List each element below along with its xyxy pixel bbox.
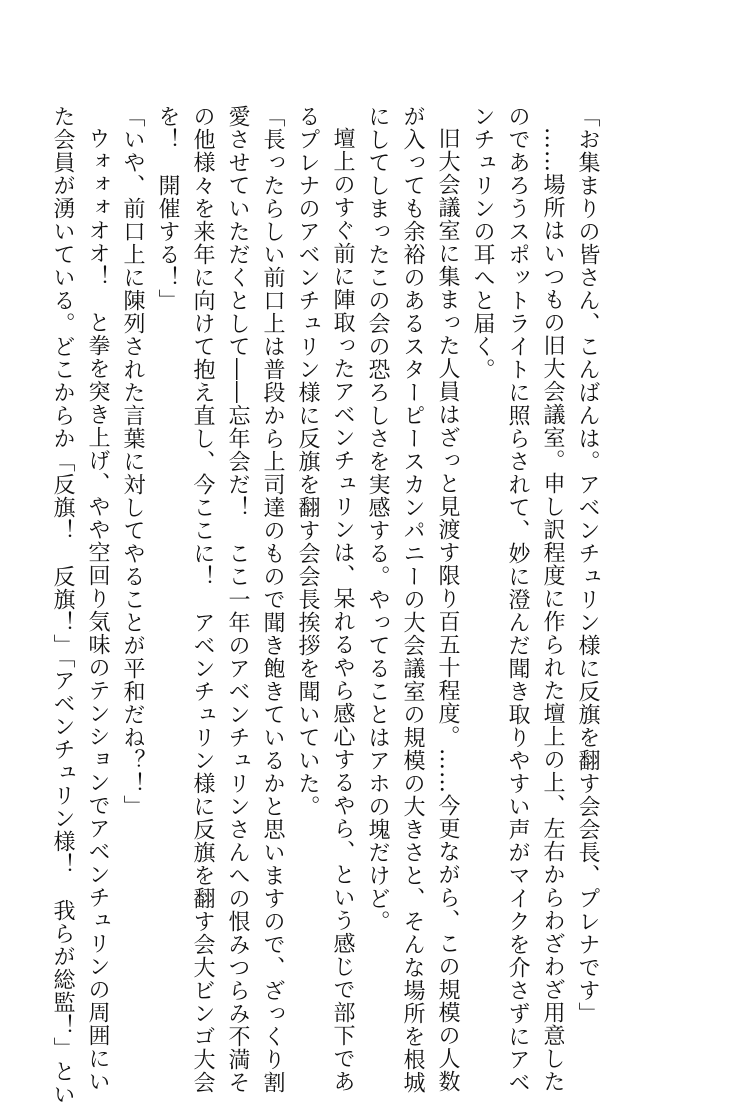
text-line: 「お集まりの皆さん、こんばんは。アベンチュリン様に反旗を翻す会会長、プレナです」 (575, 105, 600, 1025)
text-line: ……場所はいつもの旧大会議室。申し訳程度に作られた壇上の上、左右からわざわざ用意した (540, 127, 565, 1093)
text-line: た会員が湧いている。どこからか「反旗！ 反旗！」「アベンチュリン様！ 我らが総監！」とい (50, 105, 75, 1106)
text-line: 壇上のすぐ前に陣取ったアベンチュリンは、呆れるやら感心するやら、という感じで部下であ (330, 127, 355, 1093)
text-line: ウォォォオオ！ と拳を突き上げ、やや空回り気味のテンションでアベンチュリンの周囲にい (85, 127, 110, 1093)
text-line: 「長ったらしい前口上は普段から上司達のもので聞き飽きているかと思いますので、ざっくり割 (260, 105, 285, 1094)
text-line: 「いや、前口上に陳列された言葉に対してやることが平和だね？！」 (120, 105, 145, 818)
text-line: を！ 開催する！」 (155, 105, 180, 312)
text-line: が入っても余裕のあるスターピースカンパニーの大会議室の規模の大きさと、そんな場所を根城 (400, 105, 425, 1094)
text-line: のであろうスポットライトに照らされて、妙に澄んだ聞き取りやすい声がマイクを介さずにアベ (505, 105, 530, 1094)
vertical-text-block (50, 105, 605, 1106)
text-line: の他様々を来年に向けて抱え直し、今ここに！ アベンチュリン様に反旗を翻す会大ビンゴ大会 (190, 105, 215, 1094)
text-line: るプレナのアベンチュリン様に反旗を翻す会会長挨拶を聞いていた。 (295, 105, 320, 818)
text-line: 愛させていただくとして――忘年会だ！ ここ一年のアベンチュリンさんへの恨みつらみ不満そ (225, 105, 250, 1094)
text-line: にしてしまったこの会の恐ろしさを実感する。やってることはアホの塊だけど。 (365, 105, 390, 933)
text-line: 旧大会議室に集まった人員はざっと見渡す限り百五十程度。……今更ながら、この規模の人数 (435, 127, 460, 1093)
text-line: ンチュリンの耳へと届く。 (470, 105, 495, 381)
